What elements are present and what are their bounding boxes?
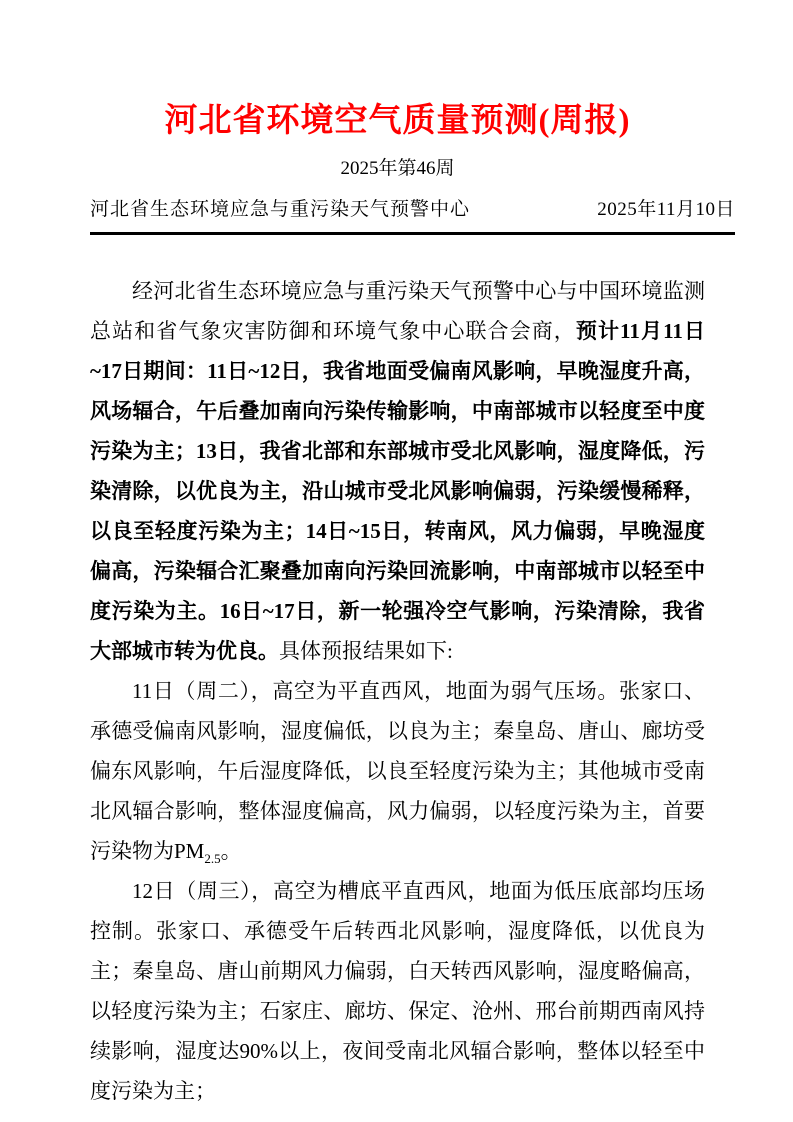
issue-date: 2025年11月10日 (597, 199, 735, 220)
day11-text: 11日（周二），高空为平直西风，地面为弱气压场。张家口、承德受偏南风影响，湿度偏低，以良为主；秦皇岛、唐山、廊坊受偏东风影响，午后湿度降低，以良至轻度污染为主；其他城市受南北风辐合影响，整体湿度偏高，风力偏弱，以轻度污染为主，首要污染物为 (90, 679, 705, 863)
intro-tail-text: 具体预报结果如下: (279, 639, 453, 663)
pm25-label (174, 839, 221, 867)
pm-base: PM (174, 839, 205, 863)
intro-lead-text: 经河北省生态环境应急与重污染天气预警中心与中国环境监测总站和省气象灾害防御和环境气象中心联合会商， (90, 279, 705, 343)
paragraph-day12 (90, 871, 705, 1111)
header-divider (90, 232, 735, 235)
doc-subtitle: 2025年第46周 (340, 158, 455, 179)
paragraph-day11 (90, 671, 705, 871)
day12-text: 12日（周三），高空为槽底平直西风，地面为低压底部均压场控制。张家口、承德受午后转西北风影响，湿度降低，以优良为主；秦皇岛、唐山前期风力偏弱，白天转西风影响，湿度略偏高，以轻度污染为主；石家庄、廊坊、保定、沧州、邢台前期西南风持续影响，湿度达90%以上，夜间受南北风辐合影响，整体以轻至中度污染为主； (90, 879, 705, 1103)
issuer-row (90, 196, 735, 224)
intro-forecast-bold-text: 预计11月11日~17日期间：11日~12日，我省地面受偏南风影响，早晚湿度升高，风场辐合，午后叠加南向污染传输影响，中南部城市以轻度至中度污染为主；13日，我省北部和东部城市受北风影响，湿度降低，污染清除，以优良为主，沿山城市受北风影响偏弱，污染缓慢稀释，以良至轻度污染为主；14日~15日，转南风，风力偏弱，早晚湿度偏高，污染辐合汇聚叠加南向污染回流影响，中南部城市以轻至中度污染为主。16日~17日，新一轮强冷空气影响，污染清除，我省大部城市转为优良。 (90, 319, 706, 663)
doc-title: 河北省环境空气质量预测(周报) (164, 103, 631, 139)
day11-closing-punct: 。 (220, 839, 242, 863)
paragraph-intro (90, 271, 705, 671)
issuer-name: 河北省生态环境应急与重污染天气预警中心 (90, 199, 471, 220)
document-body (90, 271, 705, 1111)
pm-subscript: 2.5 (204, 851, 221, 867)
